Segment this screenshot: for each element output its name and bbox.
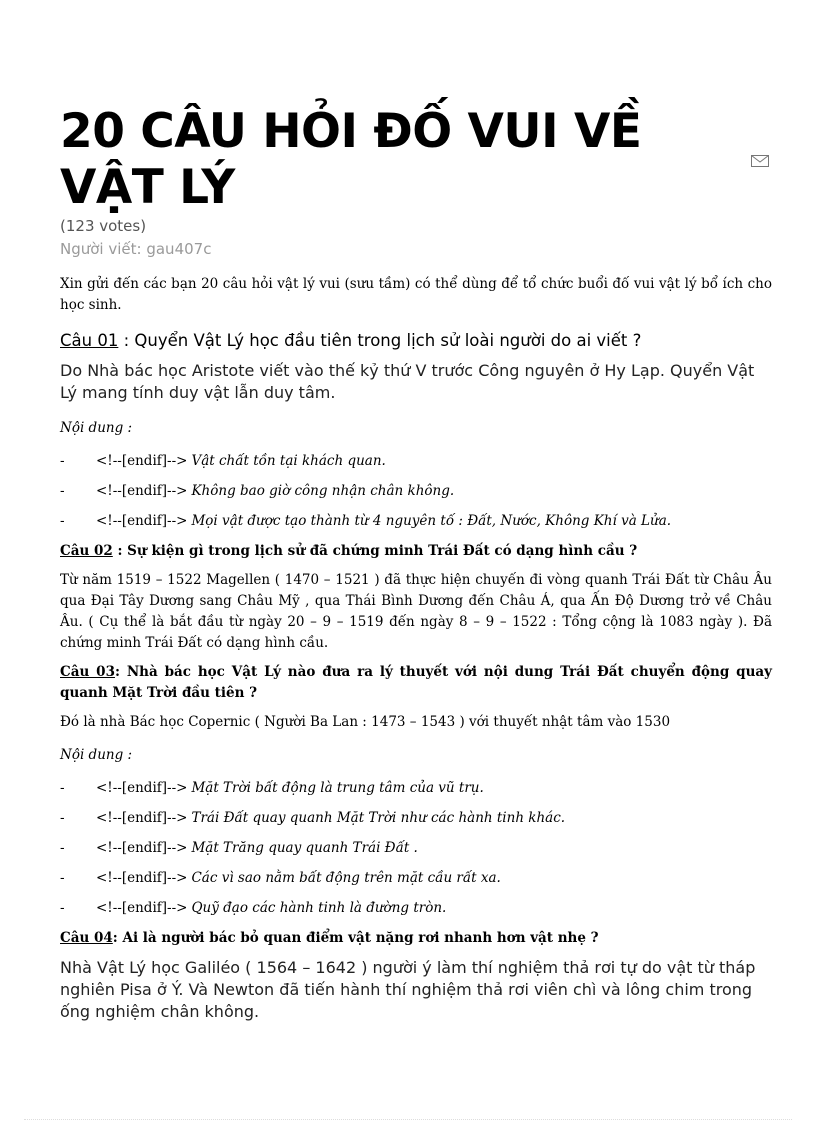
question-03 xyxy=(60,662,772,704)
answer-02: Từ năm 1519 – 1522 Magellen ( 1470 – 1521 ) đã thực hiện chuyến đi vòng quanh Trái Đất từ Châu Âu qua Đại Tây Dương sang Châu Mỹ , qua Thái Bình Dương đến Châu Á, qua Ấn Độ Dương trở về Châu Âu. ( Cụ thể là bắt đầu từ ngày 20 – 9 – 1519 đến ngày 8 – 9 – 1522 : Tổng cộng là 1083 ngày ). Đã chứng minh Trái Đất có dạng hình cầu. xyxy=(60,572,772,651)
list-item-text: Không bao giờ công nhận chân không. xyxy=(191,483,455,499)
question-04 xyxy=(60,928,772,949)
list-item xyxy=(60,868,772,889)
answer-04: Nhà Vật Lý học Galiléo ( 1564 – 1642 ) người ý làm thí nghiệm thả rơi tự do vật từ tháp nghiên Pisa ở Ý. Và Newton đã tiến hành thí nghiệm thả rơi viên chì và lông chim trong ống nghiệm chân không. xyxy=(60,958,756,1021)
endif-comment: <!--[endif]--> xyxy=(96,453,188,469)
list-dash: - xyxy=(60,513,65,529)
list-item xyxy=(60,481,772,502)
question-text: : Ai là người bác bỏ quan điểm vật nặng rơi nhanh hơn vật nhẹ ? xyxy=(112,930,599,946)
list-item-text: Mặt Trăng quay quanh Trái Đất . xyxy=(191,840,418,856)
envelope-icon[interactable] xyxy=(751,154,769,166)
list-dash: - xyxy=(60,840,65,856)
list-item-text: Mặt Trời bất động là trung tâm của vũ trụ. xyxy=(191,780,484,796)
endif-comment: <!--[endif]--> xyxy=(96,810,188,826)
list-item-text: Vật chất tồn tại khách quan. xyxy=(191,453,386,469)
question-01 xyxy=(60,330,772,352)
list-item xyxy=(60,778,772,799)
question-text: : Sự kiện gì trong lịch sử đã chứng minh Trái Đất có dạng hình cầu ? xyxy=(112,543,638,559)
list-item xyxy=(60,808,772,829)
list-item xyxy=(60,511,772,532)
list-dash: - xyxy=(60,810,65,826)
page-divider xyxy=(24,1119,792,1120)
q3-content-list xyxy=(60,778,772,919)
answer-03: Đó là nhà Bác học Copernic ( Người Ba Lan : 1473 – 1543 ) với thuyết nhật tâm vào 1530 xyxy=(60,714,671,730)
list-item xyxy=(60,451,772,472)
question-number: Câu 02 xyxy=(60,543,113,559)
vote-count: (123 votes) xyxy=(60,217,147,235)
endif-comment: <!--[endif]--> xyxy=(96,900,188,916)
answer-01: Do Nhà bác học Aristote viết vào thế kỷ thứ V trước Công nguyên ở Hy Lạp. Quyển Vật Lý mang tính duy vật lẫn duy tâm. xyxy=(60,361,755,402)
endif-comment: <!--[endif]--> xyxy=(96,780,188,796)
question-02 xyxy=(60,541,772,562)
list-item-text: Mọi vật được tạo thành từ 4 nguyên tố : Đất, Nước, Không Khí và Lửa. xyxy=(191,513,672,529)
author-line xyxy=(60,240,211,258)
list-dash: - xyxy=(60,870,65,886)
list-item xyxy=(60,898,772,919)
endif-comment: <!--[endif]--> xyxy=(96,870,188,886)
endif-comment: <!--[endif]--> xyxy=(96,840,188,856)
question-number: Câu 04 xyxy=(60,930,113,946)
intro-paragraph: Xin gửi đến các bạn 20 câu hỏi vật lý vui (sưu tầm) có thể dùng để tổ chức buổi đố vui vật lý bổ ích cho học sinh. xyxy=(60,276,772,313)
list-item-text: Quỹ đạo các hành tinh là đường tròn. xyxy=(191,900,447,916)
list-dash: - xyxy=(60,900,65,916)
author-label: Người viết: xyxy=(60,240,147,258)
endif-comment: <!--[endif]--> xyxy=(96,483,188,499)
list-dash: - xyxy=(60,483,65,499)
author-link[interactable]: gau407c xyxy=(146,240,212,258)
list-item xyxy=(60,838,772,859)
list-dash: - xyxy=(60,453,65,469)
question-text: : Quyển Vật Lý học đầu tiên trong lịch sử loài người do ai viết ? xyxy=(118,331,642,350)
question-number: Câu 01 xyxy=(60,331,119,350)
content-label: Nội dung : xyxy=(60,420,133,436)
endif-comment: <!--[endif]--> xyxy=(96,513,188,529)
content-label: Nội dung : xyxy=(60,747,133,763)
list-item-text: Các vì sao nằm bất động trên mặt cầu rất xa. xyxy=(191,870,501,886)
list-item-text: Trái Đất quay quanh Mặt Trời như các hành tinh khác. xyxy=(191,810,566,826)
list-dash: - xyxy=(60,780,65,796)
article-body xyxy=(60,274,772,1023)
question-text: : Nhà bác học Vật Lý nào đưa ra lý thuyết với nội dung Trái Đất chuyển động quay quanh Mặt Trời đầu tiên ? xyxy=(60,664,773,701)
question-number: Câu 03 xyxy=(60,664,115,680)
page-title: 20 CÂU HỎI ĐỐ VUI VỀ VẬT LÝ xyxy=(60,104,642,215)
q1-content-list xyxy=(60,451,772,532)
